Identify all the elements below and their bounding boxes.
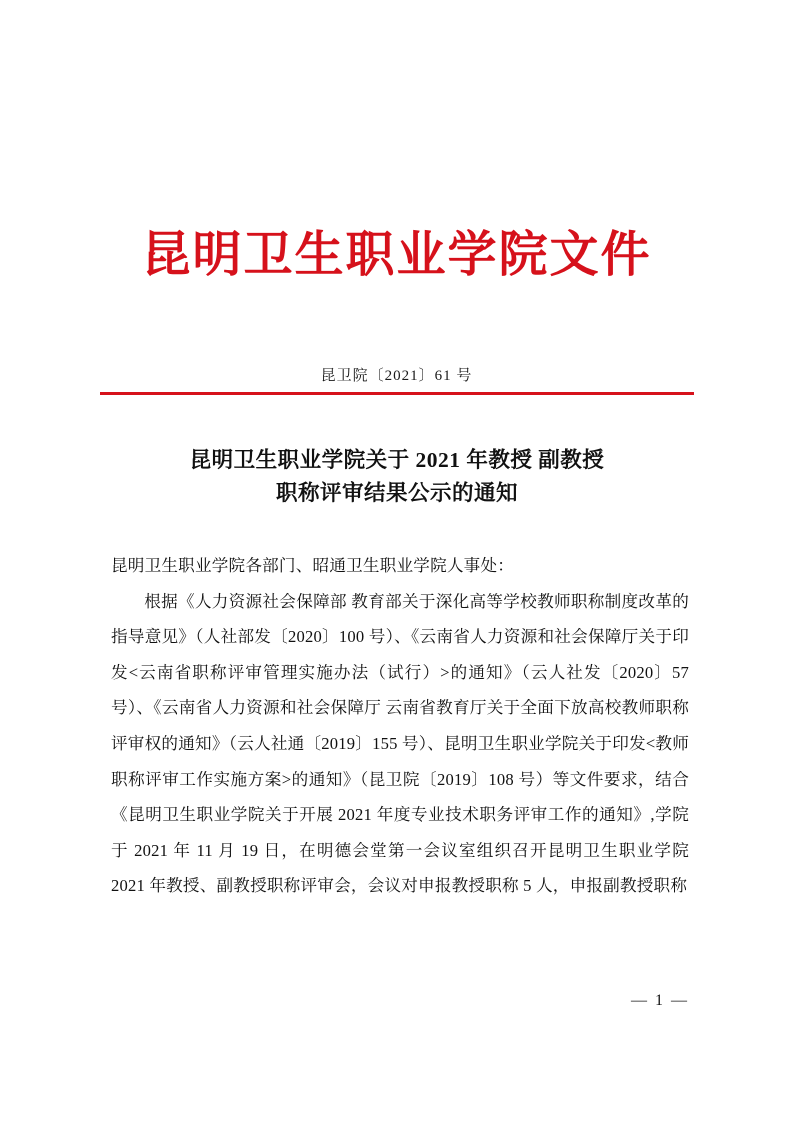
document-body bbox=[111, 548, 689, 904]
red-divider-rule bbox=[100, 392, 694, 395]
document-number: 昆卫院〔2021〕61 号 bbox=[320, 368, 473, 384]
page-title bbox=[110, 444, 684, 511]
body-paragraph-1: 根据《人力资源社会保障部 教育部关于深化高等学校教师职称制度改革的指导意见》（人社部发〔2020〕100 号）、《云南省人力资源和社会保障厅关于印发<云南省职称评审管理实施办法（试行）>的通知》（云人社发〔2020〕57 号）、《云南省人力资源和社会保障厅 云南省教育厅关于全面下放高校教师职称评审权的通知》（云人社通〔2019〕155 号）、昆明卫生职业学院关于印发<教师职称评审工作实施方案>的通知》（昆卫院〔2019〕108 号）等文件要求，结合《昆明卫生职业学院关于开展 2021 年度专业技术职务评审工作的通知》,学院于 2021 年 11 月 19 日，在明德会堂第一会议室组织召开昆明卫生职业学院 2021 年教授、副教授职称评审会，会议对申报教授职称 5 人，申报副教授职称 bbox=[111, 591, 689, 896]
masthead bbox=[0, 225, 793, 283]
page-title-line-2: 职称评审结果公示的通知 bbox=[275, 481, 518, 506]
page-title-line-1: 昆明卫生职业学院关于 2021 年教授 副教授 bbox=[189, 448, 605, 472]
salutation: 昆明卫生职业学院各部门、昭通卫生职业学院人事处： bbox=[111, 556, 515, 575]
page-number: — 1 — bbox=[631, 992, 689, 1009]
masthead-title: 昆明卫生职业学院文件 bbox=[141, 225, 652, 283]
